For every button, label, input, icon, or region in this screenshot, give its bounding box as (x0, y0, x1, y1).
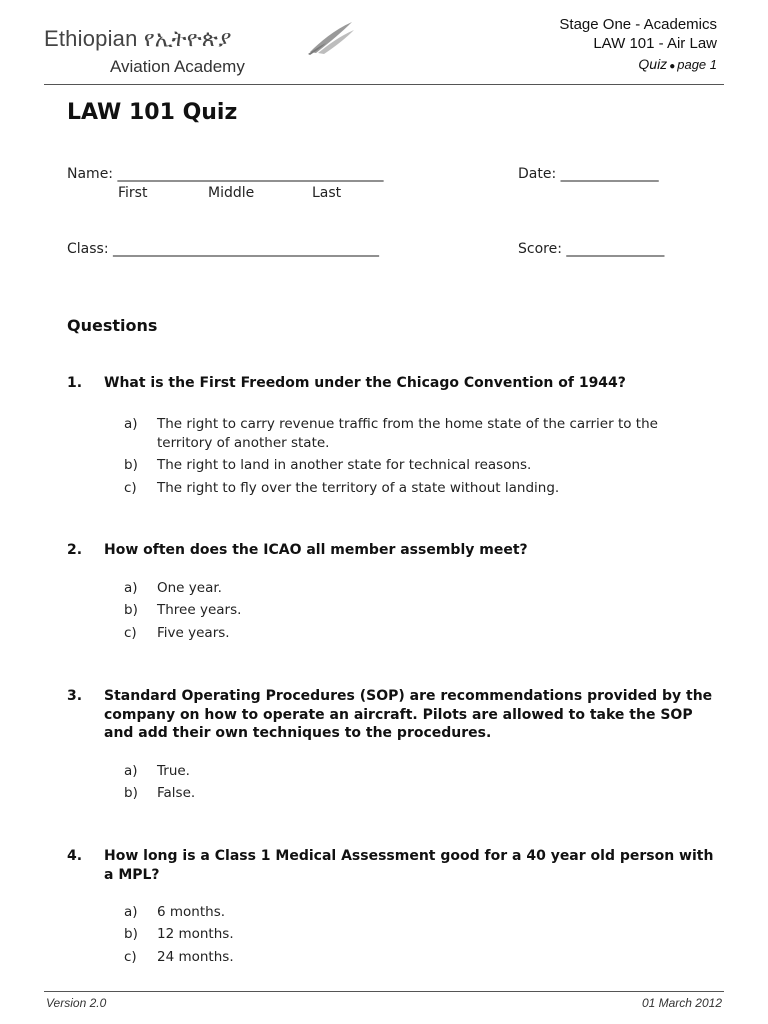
wing-logo-icon (306, 20, 356, 56)
question-number: 2. (67, 542, 83, 558)
logo-text-aviation-academy: Aviation Academy (110, 57, 245, 76)
middle-name-label: Middle (208, 185, 255, 201)
date-line[interactable]: ______________ (560, 166, 659, 182)
option-letter: a) (124, 904, 138, 920)
date-label: Date: (518, 166, 557, 182)
option-text: 24 months. (157, 949, 234, 965)
score-line[interactable]: ______________ (566, 241, 665, 257)
page-number: page 1 (677, 57, 717, 72)
option-letter: a) (124, 580, 138, 596)
stage-label: Stage One - Academics (559, 16, 717, 33)
footer-divider (44, 991, 724, 992)
option-letter: b) (124, 785, 138, 801)
option-text: False. (157, 785, 196, 801)
option-letter: a) (124, 416, 138, 432)
question-text: How often does the ICAO all member assembly meet? (104, 542, 528, 558)
course-label: LAW 101 - Air Law (593, 35, 717, 52)
option-letter: b) (124, 926, 138, 942)
last-name-label: Last (312, 185, 342, 201)
question-text: How long is a Class 1 Medical Assessment good for a 40 year old person with a MPL? (104, 848, 714, 883)
option-text: 6 months. (157, 904, 226, 920)
option-text: Three years. (157, 602, 242, 618)
option-text: The right to land in another state for technical reasons. (157, 457, 532, 473)
question-text: Standard Operating Procedures (SOP) are recommendations provided by the company on how to operate an aircraft. Pilots are allowed to take the SOP and add their own techniques to the procedures. (104, 688, 713, 741)
score-label: Score: (518, 241, 562, 257)
option-letter: c) (124, 480, 137, 496)
version-label: Version 2.0 (46, 996, 107, 1010)
question-number: 3. (67, 688, 83, 704)
header-divider (44, 84, 724, 85)
class-label: Class: (67, 241, 109, 257)
document-header-info (559, 15, 717, 76)
bullet-icon: ● (669, 61, 676, 72)
footer-date: 01 March 2012 (641, 996, 722, 1010)
question-text: What is the First Freedom under the Chicago Convention of 1944? (104, 375, 626, 391)
quiz-page-label (559, 55, 717, 76)
logo-text-ethiopian: Ethiopian የኢትዮጵያ (44, 26, 232, 51)
name-field[interactable] (67, 166, 383, 182)
quiz-label: Quiz (638, 56, 668, 72)
option-letter: c) (124, 625, 137, 641)
class-line[interactable]: ______________________________________ (113, 241, 380, 257)
question-number: 1. (67, 375, 83, 391)
questions-heading: Questions (67, 316, 158, 335)
option-letter: a) (124, 763, 138, 779)
option-text: True. (157, 763, 190, 779)
option-letter: c) (124, 949, 137, 965)
score-field[interactable] (518, 241, 664, 257)
first-name-label: First (118, 185, 148, 201)
option-text: The right to fly over the territory of a state without landing. (157, 480, 560, 496)
option-text: One year. (157, 580, 222, 596)
option-text: 12 months. (157, 926, 234, 942)
date-field[interactable] (518, 166, 659, 182)
page-title: LAW 101 Quiz (67, 100, 238, 125)
option-letter: b) (124, 457, 138, 473)
option-text: Five years. (157, 625, 230, 641)
option-letter: b) (124, 602, 138, 618)
name-line[interactable]: ______________________________________ (117, 166, 384, 182)
question-number: 4. (67, 848, 83, 864)
name-label: Name: (67, 166, 114, 182)
option-text: The right to carry revenue traffic from the home state of the carrier to the territory of another state. (157, 416, 658, 451)
class-field[interactable] (67, 241, 379, 257)
